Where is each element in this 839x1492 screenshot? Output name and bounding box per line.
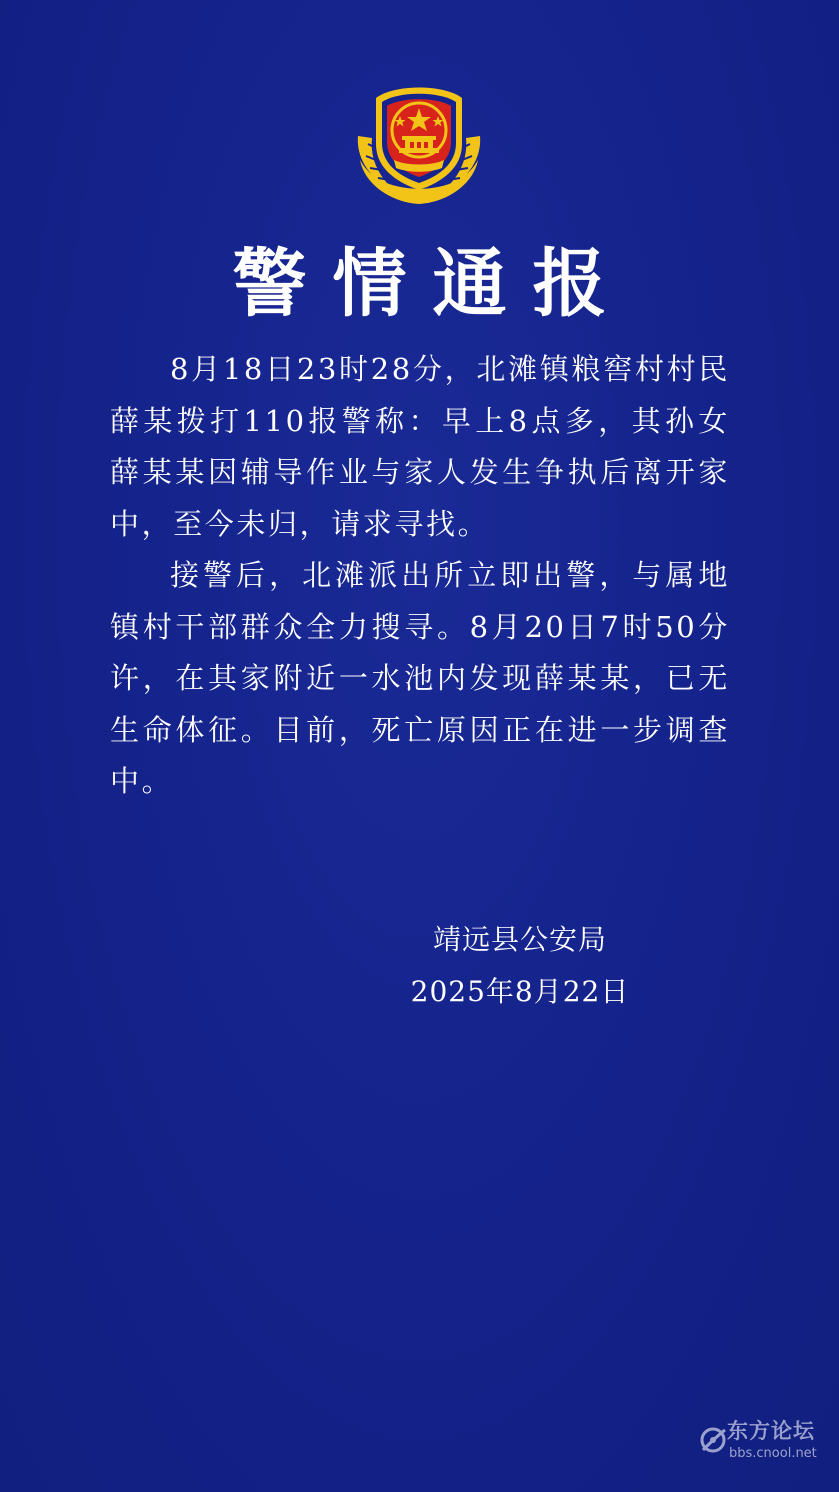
issue-date: 2025年8月22日 [410,975,630,1008]
forum-watermark [697,1418,827,1474]
police-emblem-icon [354,78,484,208]
dongfang-forum-logo-icon [697,1424,729,1456]
watermark-url: bbs.cnool.net [729,1446,817,1461]
notice-title: 警情通报 [232,241,633,327]
issuer-name: 靖远县公安局 [432,923,607,956]
notice-paragraph-2: 接警后，北滩派出所立即出警，与属地镇村干部群众全力搜寻。8月20日7时50分许，在其家附近一水池内发现薛某某，已无生命体征。目前，死亡原因正在进一步调查中。 [110,558,730,798]
notice-body [110,344,730,808]
notice-signature [400,914,640,1018]
notice-paragraph-1: 8月18日23时28分，北滩镇粮窖村村民薛某拨打110报警称：早上8点多，其孙女薛某某因辅导作业与家人发生争执后离开家中，至今未归，请求寻找。 [110,352,730,541]
watermark-name: 东方论坛 [727,1419,815,1443]
